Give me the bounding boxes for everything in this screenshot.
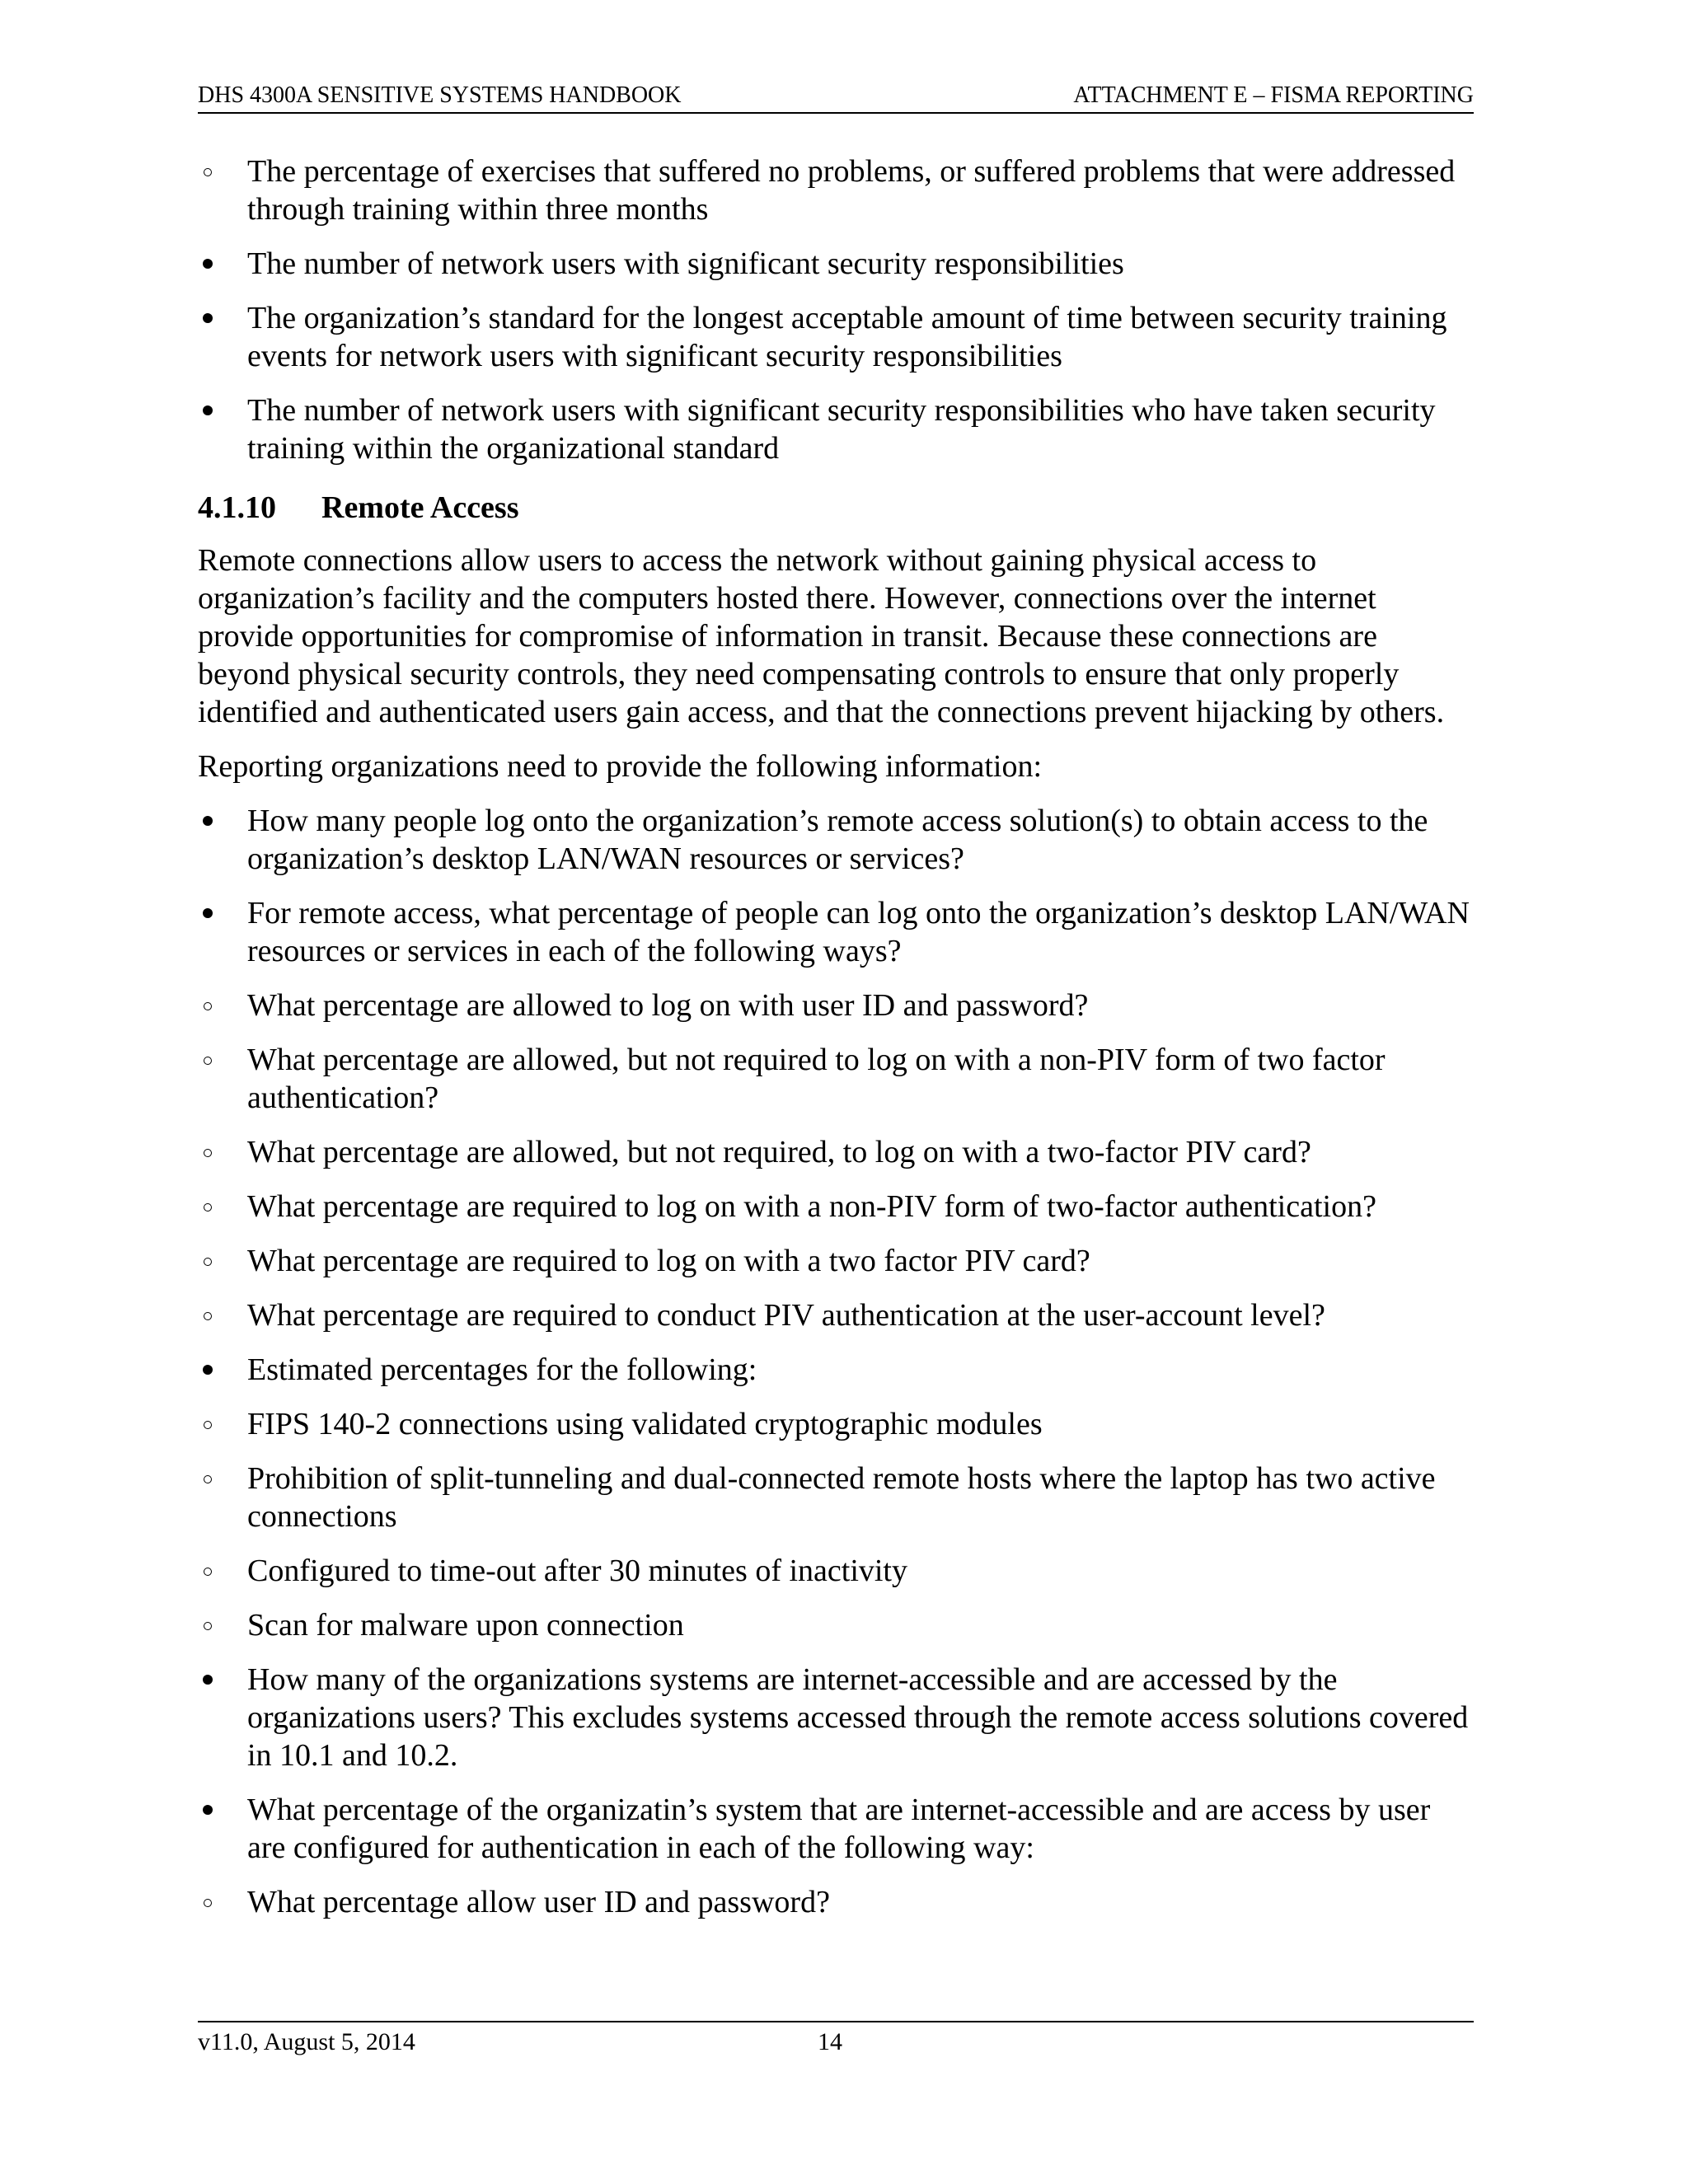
requirements-list	[198, 802, 1474, 1921]
list-item	[198, 1041, 1474, 1117]
footer-divider	[198, 2021, 1474, 2022]
list-item	[198, 1133, 1474, 1171]
list-item-text: For remote access, what percentage of people can log onto the organization’s desktop LAN/WAN resources or services in each of the following ways?	[247, 896, 1470, 968]
list-item-text: What percentage are required to conduct PIV authentication at the user-account level?	[247, 1298, 1325, 1333]
list-item-text: The percentage of exercises that suffered no problems, or suffered problems that were addressed through training within three months	[247, 154, 1456, 227]
list-item	[198, 1883, 1474, 1921]
list-item	[198, 1296, 1474, 1334]
list-item	[198, 987, 1474, 1024]
paragraph: Remote connections allow users to access the network without gaining physical access to organization’s facility and the computers hosted there. However, connections over the internet provide opportunities for compromise of information in transit. Because these connections are beyond physical security controls, they need compensating controls to ensure that only properly identified and authenticated users gain access, and that the connections prevent hijacking by others.	[198, 543, 1445, 729]
list-item-text: How many of the organizations systems are internet-accessible and are accessed by the organizations users? This excludes systems accessed through the remote access solutions covered in 10.1 and 10.2.	[247, 1662, 1469, 1773]
list-item-text: The number of network users with significant security responsibilities	[247, 246, 1124, 281]
header-divider	[198, 112, 1474, 114]
list-item	[198, 1791, 1474, 1867]
list-item	[198, 1661, 1474, 1774]
list-item	[198, 391, 1474, 467]
section-title: Remote Access	[321, 490, 519, 525]
list-item-text: What percentage of the organizatin’s system that are internet-accessible and are access by user are configured for authentication in each of the following way:	[247, 1793, 1431, 1865]
header-title: DHS 4300A SENSITIVE SYSTEMS HANDBOOK	[198, 82, 682, 108]
page-body	[198, 152, 1474, 1938]
header-section: ATTACHMENT E – FISMA REPORTING	[1073, 82, 1474, 108]
footer-version: v11.0, August 5, 2014	[198, 2028, 415, 2055]
list-item	[198, 299, 1474, 375]
page-number: 14	[818, 2028, 842, 2055]
list-item	[198, 894, 1474, 970]
list-item-text: Scan for malware upon connection	[247, 1608, 684, 1643]
paragraph: Reporting organizations need to provide the following information:	[198, 749, 1043, 784]
list-item	[198, 1188, 1474, 1226]
list-item	[198, 245, 1474, 283]
list-item	[198, 1351, 1474, 1389]
list-item	[198, 1606, 1474, 1644]
list-item-text: The number of network users with significant security responsibilities who have taken security training within the organizational standard	[247, 393, 1436, 466]
list-item-text: What percentage are allowed, but not required to log on with a non-PIV form of two factor authentication?	[247, 1043, 1386, 1115]
page-footer	[198, 2026, 1474, 2059]
list-item	[198, 1405, 1474, 1443]
page-header	[198, 79, 1474, 112]
list-item	[198, 802, 1474, 878]
list-item-text: What percentage are required to log on with a two factor PIV card?	[247, 1244, 1090, 1278]
list-item-text: What percentage are allowed to log on with user ID and password?	[247, 988, 1089, 1023]
list-item	[198, 1242, 1474, 1280]
list-item	[198, 1460, 1474, 1535]
section-number: 4.1.10	[198, 490, 276, 525]
list-item-text: Configured to time-out after 30 minutes of inactivity	[247, 1554, 907, 1588]
list-item-text: Prohibition of split-tunneling and dual-connected remote hosts where the laptop has two active connections	[247, 1461, 1436, 1534]
list-item-text: Estimated percentages for the following:	[247, 1352, 757, 1387]
list-item-text: The organization’s standard for the longest acceptable amount of time between security training events for network users with significant security responsibilities	[247, 301, 1447, 373]
list-item	[198, 1552, 1474, 1590]
top-list	[198, 152, 1474, 467]
section-heading	[198, 489, 1474, 527]
list-item-text: What percentage are allowed, but not required, to log on with a two-factor PIV card?	[247, 1135, 1311, 1169]
list-item-text: What percentage are required to log on with a non-PIV form of two-factor authentication?	[247, 1189, 1376, 1224]
list-item-text: FIPS 140-2 connections using validated cryptographic modules	[247, 1407, 1043, 1441]
list-item	[198, 152, 1474, 228]
list-item-text: How many people log onto the organization’s remote access solution(s) to obtain access to the organization’s desktop LAN/WAN resources or services?	[247, 804, 1428, 876]
list-item-text: What percentage allow user ID and password?	[247, 1885, 830, 1919]
